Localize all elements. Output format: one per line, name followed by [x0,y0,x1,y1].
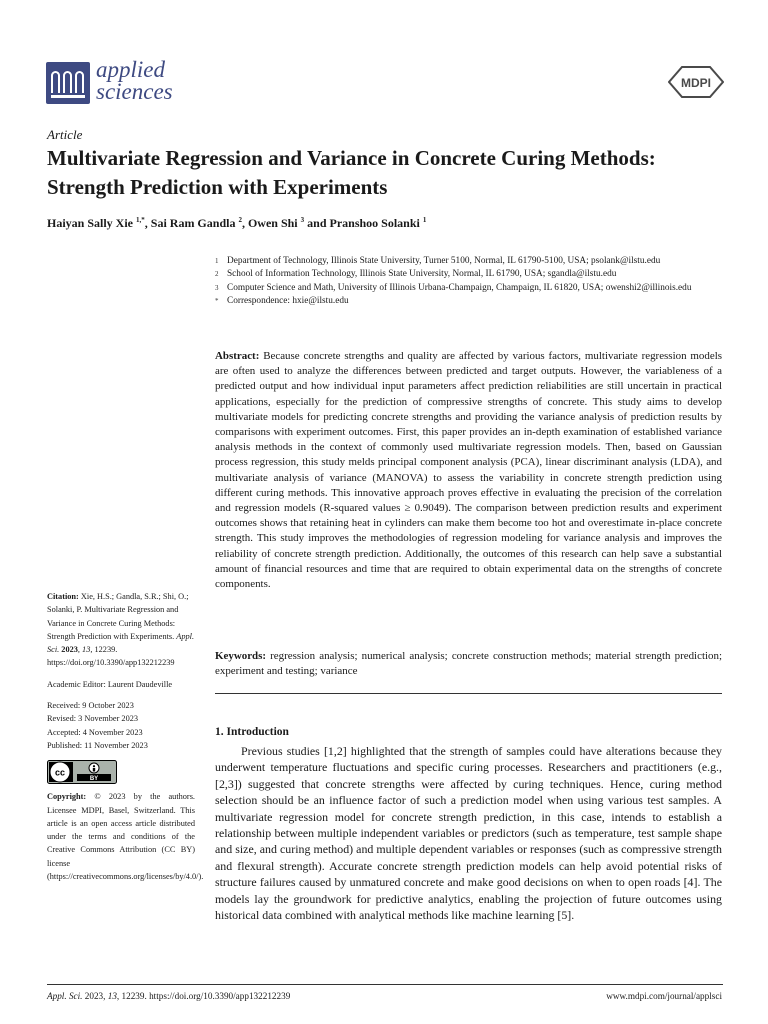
author-name: Haiyan Sally Xie [47,216,134,230]
copyright-text: © 2023 by the authors. Licensee MDPI, Basel, Switzerland. This article is an open access article distributed under the terms and conditions of the Creative Commons Attribution (CC BY) license (https://creativecommons.org/licenses/by/4.0/). [47,792,204,882]
section-heading-introduction: 1. Introduction [215,726,289,738]
journal-name-line1: applied [96,57,165,82]
citation-journal: Appl. Sci. [47,631,195,655]
journal-logo-icon [46,62,90,104]
author-affil-mark: 1 [422,216,427,224]
citation-label: Citation: [47,592,79,601]
citation-doi[interactable]: 12239. https://doi.org/10.3390/app132212239 [47,645,175,668]
abstract [215,349,722,592]
author-affil-mark: 3 [300,216,305,224]
abstract-label: Abstract: [215,350,260,362]
article-info-sidebar [47,590,204,883]
footer-citation: Appl. Sci. 2023, 13, 12239. https://doi.org/10.3390/app132212239 [47,991,291,1001]
footer-doi[interactable]: 12239. https://doi.org/10.3390/app132212239 [121,991,291,1001]
mdpi-logo [668,66,724,98]
abstract-text: Because concrete strengths and quality are affected by various factors, multivariate regression models are often used to analyze the differences between predicted and target outputs. However, the variableness of a predicted output and how individual input parameters affect prediction reliabilities are still uncertain in practical applications, especially for the prediction of compressive strengths of concrete. This study aims to develop multivariate models for predicting concrete strengths and providing the variance analysis of prediction results by comparisons with experiment outcomes. First, this paper provides an in-depth examination of established variance analysis methods in the context of commonly used multivariate regression models. Then, based on Gaussian process regression, this study melds principal component analysis (PCA), linear discriminant analysis (LDA), and multivariate analysis of variance (MANOVA) to assess the variability in concrete strength prediction using different curing methods. This innovative approach proves effective in evaluating the precision of the correlation and regression models (R-squared values ≥ 0.9049). The comparison between prediction results and experiment outcomes shows that retaining heat in cylinders can make them become too hot and overestimate in-place concrete strength. This study improves the methodologies of regression modeling for variance analysis and improves the reliability of concrete strength prediction. Additionally, the outcomes of this research can help save a substantial amount of financial resources and time that are required to obtain experimental data on the strengths of concrete components. [215,350,722,591]
affiliation-mark: 1 [215,257,219,265]
paper-title: Multivariate Regression and Variance in Concrete Curing Methods: Strength Prediction with Experiments [47,146,656,199]
keywords [215,649,722,679]
footer-year: 2023 [84,991,104,1001]
author-name: Pranshoo Solanki [329,216,420,230]
keywords-label: Keywords: [215,650,267,662]
affiliation-text: Correspondence: hxie@ilstu.edu [227,296,349,307]
revised-date: Revised: 3 November 2023 [47,714,139,724]
dates-block [47,699,195,752]
author-separator: and [304,216,330,230]
affiliation-mark: 2 [215,270,219,279]
academic-editor [47,678,195,691]
author-separator: , [241,216,248,230]
copyright-block [47,790,204,883]
journal-name-line2: sciences [96,79,173,104]
affiliation-item [215,255,715,268]
cc-label: cc [54,767,66,778]
received-date: Received: 9 October 2023 [47,701,134,711]
citation-text: Xie, H.S.; Gandla, S.R.; Shi, O.; Solanki, P. Multivariate Regression and Variance in Concrete Curing Methods: Strength Prediction with Experiments. [47,592,189,641]
footer-journal-url[interactable]: www.mdpi.com/journal/applsci [606,991,722,1001]
citation-volume: 13 [82,645,91,655]
affiliation-mark: 3 [215,283,219,292]
author-name: Owen Shi [247,216,298,230]
footer-journal: Appl. Sci. [47,991,83,1001]
footer-volume: 13 [107,991,117,1001]
journal-name [96,59,173,103]
cc-by-license-icon[interactable] [47,760,117,784]
keywords-text: regression analysis; numerical analysis; concrete construction methods; material strength prediction; experiment and testing; variance [215,650,723,678]
affiliation-text: Department of Technology, Illinois State University, Turner 5100, Normal, IL 61790-5100, USA; psolank@ilstu.edu [227,256,661,266]
paragraph: Previous studies [1,2] highlighted that the strength of samples could have alterations because they underwent temperature fluctuations and specific curing processes. Researchers and practitioners (e.g., [2,3]) suggested that concrete strengths were affected by curing techniques. Hence, curing method selection should be an influence factor of such a prediction model when using various test samples. A multivariate regression model for concrete strength prediction, in this case, intends to establish a relationship between multiple independent variables or predictors (such as temperature, test sample shape and size, and curing method) and multiple dependent variables or responses (such as compressive strength and flexural strength). Accurate concrete strength prediction models can help avoid potential risks of structure failures caused by unmatured concrete and make good decisions on when to open roads [4]. The models lay the groundwork for predictive analytics, enabling the projection of future outcomes using historical data combined with analytical methods like machine learning [5]. [215,744,722,923]
affiliation-item [215,282,715,295]
published-date: Published: 11 November 2023 [47,740,148,750]
affiliation-text: School of Information Technology, Illinois State University, Normal, IL 61790, USA; sgandla@ilstu.edu [227,269,617,280]
citation-block: Citation: Xie, H.S.; Gandla, S.R.; Shi, O.; Solanki, P. Multivariate Regression and Variance in Concrete Curing Methods: Strength Prediction with Experiments. Appl. Sci. 2023, 13, 12239. https://doi.org/10.3390/app132212239 [47,592,195,668]
article-type: Article [47,127,83,142]
author-affil-mark: 1,* [136,216,145,224]
footer-divider [47,984,723,985]
affiliation-item [215,295,715,308]
editor-label: Academic Editor: [47,679,106,689]
affiliation-item [215,268,715,281]
author-affil-mark: 2 [238,216,242,224]
author-name: Sai Ram Gandla [150,216,236,230]
affiliation-text: Computer Science and Math, University of Illinois Urbana-Champaign, Champaign, IL 61820, USA; owenshi2@illinois.edu [227,282,692,293]
publisher-logo-text: MDPI [681,76,711,90]
cc-by-label: BY [89,776,99,783]
section-divider [215,693,722,694]
author-list [47,216,426,231]
affiliation-mark: * [215,297,219,306]
editor-name: Laurent Daudeville [107,679,173,689]
introduction-body [215,743,722,923]
affiliation-list [215,255,715,309]
accepted-date: Accepted: 4 November 2023 [47,727,143,737]
copyright-label: Copyright: [47,792,87,802]
author-separator: , [144,216,151,230]
citation-year: 2023 [61,645,78,655]
